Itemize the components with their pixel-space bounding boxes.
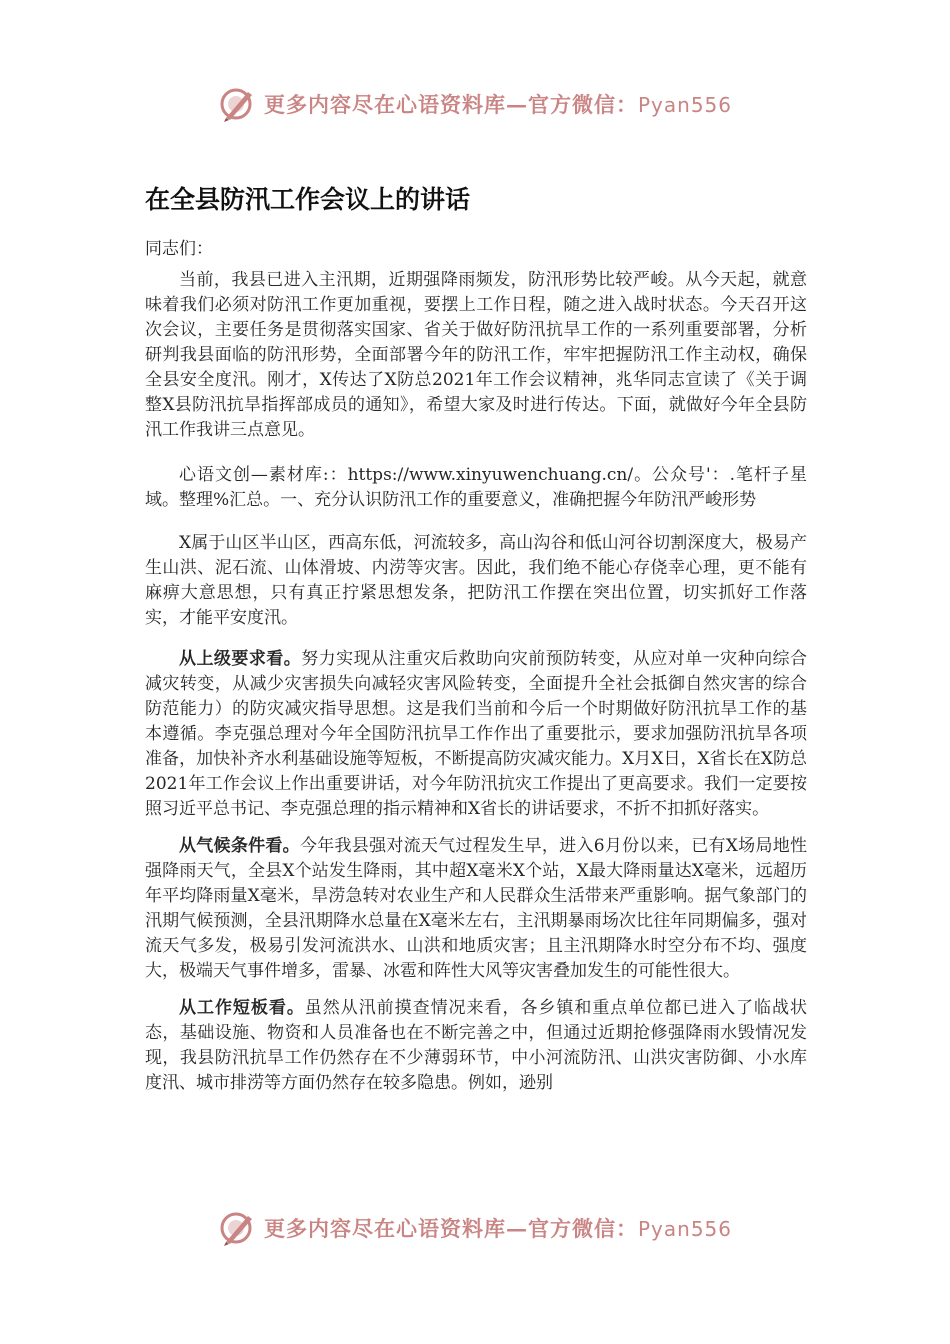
salutation: 同志们： [145, 239, 213, 259]
document-body [145, 268, 807, 1108]
document-title: 在全县防汛工作会议上的讲话 [145, 185, 471, 214]
paragraph: X属于山区半山区，西高东低，河流较多，高山沟谷和低山河谷切割深度大，极易产生山洪、泥石流、山体滑坡、内涝等灾害。因此，我们绝不能心存侥幸心理，更不能有麻痹大意思想，只有真正拧紧思想发条，把防汛工作摆在突出位置，切实抓好工作落实，才能平安度汛。 [145, 533, 807, 628]
banner-wechat: Pyan556 [637, 93, 732, 117]
paragraph: 心语文创—素材库:：https://www.xinyuwenchuang.cn/。公众号'：.笔杆子星域。整理%汇总。一、充分认识防汛工作的重要意义，准确把握今年防汛严峻形势 [145, 465, 807, 510]
banner-text: 更多内容尽在心语资料库—官方微信：Pyan556 [263, 1216, 732, 1241]
header-banner [0, 84, 950, 124]
banner-text: 更多内容尽在心语资料库—官方微信：Pyan556 [263, 92, 732, 117]
paragraph-lead: 从工作短板看。 [179, 998, 305, 1018]
paragraph: 从上级要求看。努力实现从注重灾后救助向灾前预防转变，从应对单一灾种向综合减灾转变，从减少灾害损失向减轻灾害风险转变，全面提升全社会抵御自然灾害的综合防范能力）的防灾减灾指导思想。这是我们当前和今后一个时期做好防汛抗旱工作的基本遵循。李克强总理对今年全国防汛抗旱工作作出了重要批示，要求加强防汛抗旱各项准备，加快补齐水利基础设施等短板，不断提高防灾减灾能力。X月X日，X省长在X防总2021年工作会议上作出重要讲话，对今年防汛抗灾工作提出了更高要求。我们一定要按照习近平总书记、李克强总理的指示精神和X省长的讲话要求，不折不扣抓好落实。 [145, 649, 808, 819]
paragraph: 当前，我县已进入主汛期，近期强降雨频发，防汛形势比较严峻。从今天起，就意味着我们必须对防汛工作更加重视，要摆上工作日程，随之进入战时状态。今天召开这次会议，主要任务是贯彻落实国家、省关于做好防汛抗旱工作的一系列重要部署，分析研判我县面临的防汛形势，全面部署今年的防汛工作，牢牢把握防汛工作主动权，确保全县安全度汛。刚才，X传达了X防总2021年工作会议精神，兆华同志宣读了《关于调整X县防汛抗旱指挥部成员的通知》，希望大家及时进行传达。下面，就做好今年全县防汛工作我讲三点意见。 [145, 270, 807, 440]
pen-logo-icon [218, 1208, 258, 1248]
banner-wechat: Pyan556 [637, 1217, 732, 1241]
footer-banner [0, 1208, 950, 1248]
paragraph: 从工作短板看。虽然从汛前摸查情况来看，各乡镇和重点单位都已进入了临战状态，基础设施、物资和人员准备也在不断完善之中，但通过近期抢修强降雨水毁情况发现，我县防汛抗旱工作仍然存在不少薄弱环节，中小河流防汛、山洪灾害防御、小水库度汛、城市排涝等方面仍然存在较多隐患。例如，逊别 [145, 998, 808, 1093]
paragraph-lead: 从气候条件看。 [179, 836, 300, 856]
paragraph-lead: 从上级要求看。 [179, 649, 302, 669]
paragraph: 从气候条件看。今年我县强对流天气过程发生早，进入6月份以来，已有X场局地性强降雨天气，全县X个站发生降雨，其中超X毫米X个站，X最大降雨量达X毫米，远超历年平均降雨量X毫米，旱涝急转对农业生产和人民群众生活带来严重影响。据气象部门的汛期气候预测，全县汛期降水总量在X毫米左右，主汛期暴雨场次比往年同期偏多，强对流天气多发，极易引发河流洪水、山洪和地质灾害；且主汛期降水时空分布不均、强度大，极端天气事件增多，雷暴、冰雹和阵性大风等灾害叠加发生的可能性很大。 [145, 836, 808, 981]
pen-logo-icon [218, 84, 258, 124]
